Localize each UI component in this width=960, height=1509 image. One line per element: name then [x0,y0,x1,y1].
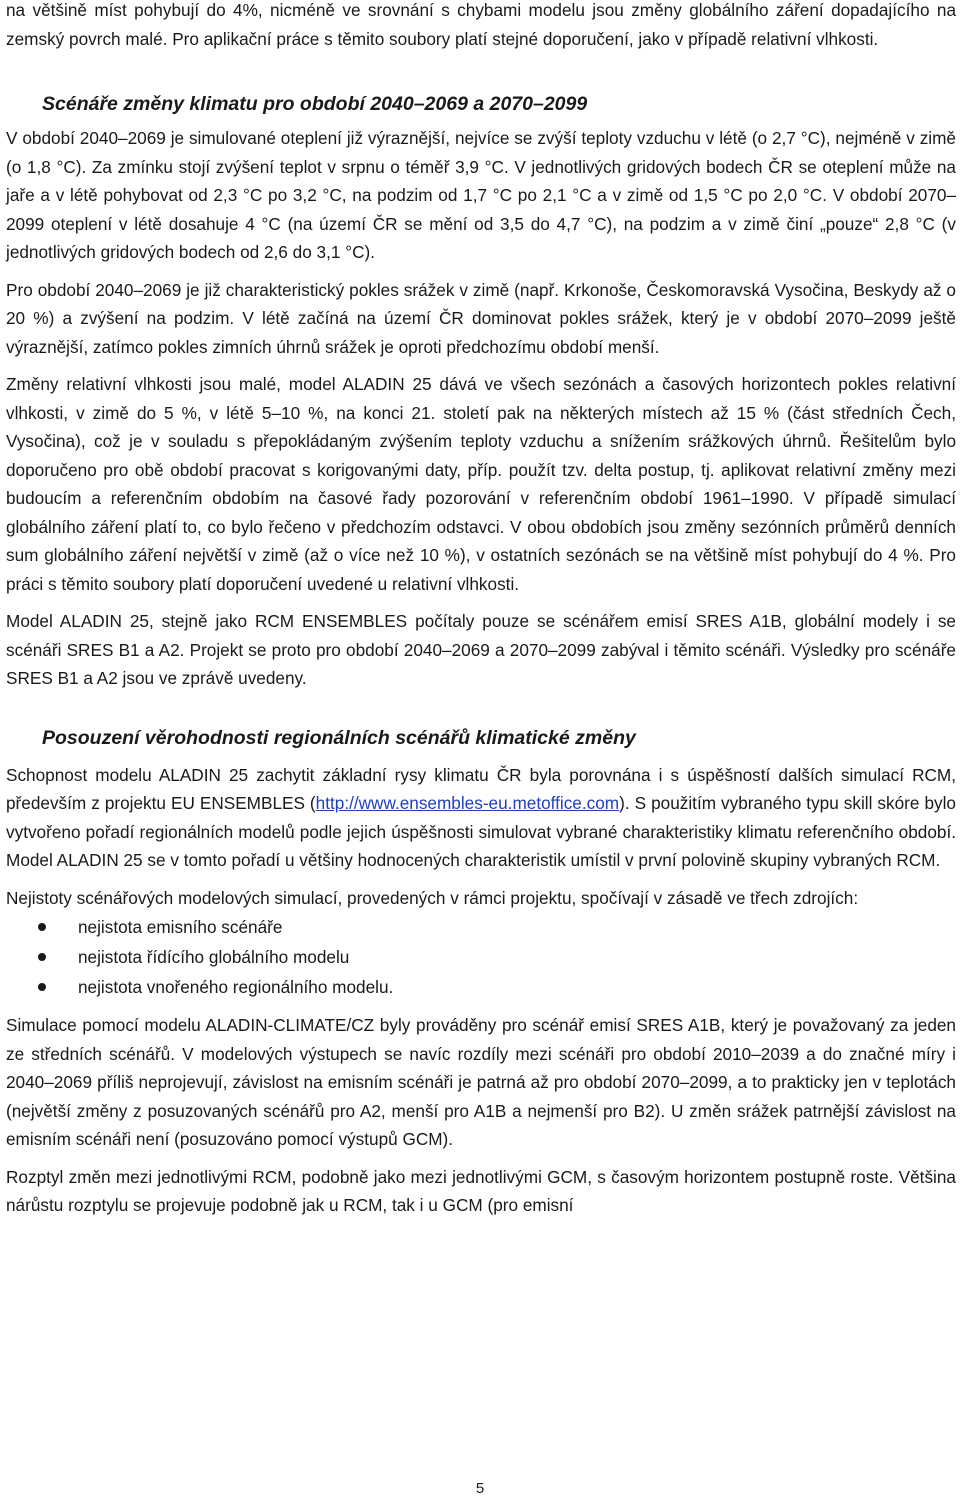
list-item: nejistota emisního scénáře [6,912,956,942]
paragraph-simulation: Simulace pomocí modelu ALADIN-CLIMATE/CZ byly prováděny pro scénář emisí SRES A1B, který je považovaný za jeden ze středních scénářů. V modelových výstupech se navíc rozdíly mezi scénáři pro období 2010–2039 a do značné míry i 2040–2069 příliš neprojevují, závislost na emisním scénáři je patrná až pro období 2070–2099, a to prakticky jen v teplotách (největší změny z posuzovaných scénářů pro A2, menší pro A1B a nejmenší pro B2). U změn srážek patrnější závislost na emisním scénáři není (posuzováno pomocí výstupů GCM). [6,1015,956,1149]
ensembles-link[interactable]: http://www.ensembles-eu.metoffice.com [315,793,620,813]
bullet-icon [38,953,46,961]
page-number: 5 [475,1480,485,1497]
uncertainty-list [6,912,956,1002]
paragraph-spread: Rozptyl změn mezi jednotlivými RCM, podobně jako mezi jednotlivými GCM, s časovým horizontem postupně roste. Většina nárůstu rozptylu se projevuje podobně jak u RCM, tak i u GCM (pro emisní [6,1166,956,1215]
bullet-icon [38,923,46,931]
paragraph-ability [6,761,956,875]
list-item: nejistota řídícího globálního modelu [6,942,956,972]
paragraph-temperature: V období 2040–2069 je simulované oteplení již výraznější, nejvíce se zvýší teploty vzduchu v létě (o 2,7 °C), nejméně v zimě (o 1,8 °C). Za zmínku stojí zvýšení teplot v srpnu o téměř 3,9 °C. V jednotlivých gridových bodech ČR se oteplení může na jaře a v létě pohybovat od 2,3 °C po 3,2 °C, na podzim od 1,7 °C po 2,1 °C a v zimě od 1,5 °C po 2,0 °C. V období 2070–2099 oteplení v létě dosahuje 4 °C (na území ČR se mění od 3,5 do 4,7 °C), na podzim a v zimě činí „pouze“ 2,8 °C (v jednotlivých gridových bodech od 2,6 do 3,1 °C). [6,128,956,262]
ability-text-end: ). S použitím vybraného typu skill skóre bylo vytvořeno pořadí regionálních modelů podle jejich úspěšnosti simulovat vybrané charakteristiky klimatu referenčního období. Model ALADIN 25 se v tomto pořadí u většiny hodnocených charakteristik umístil v první polovině skupiny vybraných RCM. [6,793,956,870]
list-item: nejistota vnořeného regionálního modelu. [6,972,956,1002]
document-page [6,0,956,1220]
paragraph-humidity: Změny relativní vlhkosti jsou malé, model ALADIN 25 dává ve všech sezónách a časových horizontech pokles relativní vlhkosti, v zimě do 5 %, v létě 5–10 %, na konci 21. století pak na některých místech až 15 % (část středních Čech, Vysočina), což je v souladu s přepokládaným zvýšením teploty vzduchu a snížením srážkových úhrnů. Řešitelům bylo doporučeno pro obě období pracovat s korigovanými daty, příp. použít tzv. delta postup, tj. aplikovat relativní změny mezi budoucím a referenčním obdobím na časové řady pozorování v referenčním období 1961–1990. V případě simulací globálního záření platí to, co bylo řečeno v předchozím odstavci. V obou obdobích jsou změny sezónních průměrů denních sum globálního záření největší v zimě (až o více než 10 %), v ostatních sezónách se na většině míst pohybují do 4 %. Pro práci s těmito soubory platí doporučení uvedené u relativní vlhkosti. [6,374,956,594]
paragraph-uncertainty: Nejistoty scénářových modelových simulací, provedených v rámci projektu, spočívají v zásadě ve třech zdrojích: [6,887,859,908]
paragraph-precipitation: Pro období 2040–2069 je již charakteristický pokles srážek v zimě (např. Krkonoše, Českomoravská Vysočina, Beskydy až o 20 %) a zvýšení na podzim. V létě začíná na území ČR dominovat pokles srážek, který je v období 2070–2099 ještě výraznější, zatímco pokles zimních úhrnů srážek je oproti předchozímu období menší. [6,279,956,357]
paragraph-model: Model ALADIN 25, stejně jako RCM ENSEMBLES počítaly pouze se scénářem emisí SRES A1B, globální modely i se scénáři SRES B1 a A2. Projekt se proto pro období 2040–2069 a 2070–2099 zabýval i těmito scénáři. Výsledky pro scénáře SRES B1 a A2 jsou ve zprávě uvedeny. [6,611,956,688]
paragraph-intro: na většině míst pohybují do 4%, nicméně ve srovnání s chybami modelu jsou změny globálního záření dopadajícího na zemský povrch malé. Pro aplikační práce s těmito soubory platí stejné doporučení, jako v případě relativní vlhkosti. [6,0,956,49]
heading-assessment: Posouzení věrohodnosti regionálních scénářů klimatické změny [42,726,636,749]
heading-scenarios: Scénáře změny klimatu pro období 2040–2069 a 2070–2099 [42,93,588,115]
bullet-icon [38,983,46,991]
ability-text-start: Schopnost modelu ALADIN 25 zachytit základní rysy klimatu ČR byla porovnána i s úspěšností dalších simulací RCM, především z projektu EU ENSEMBLES ( [6,764,956,813]
